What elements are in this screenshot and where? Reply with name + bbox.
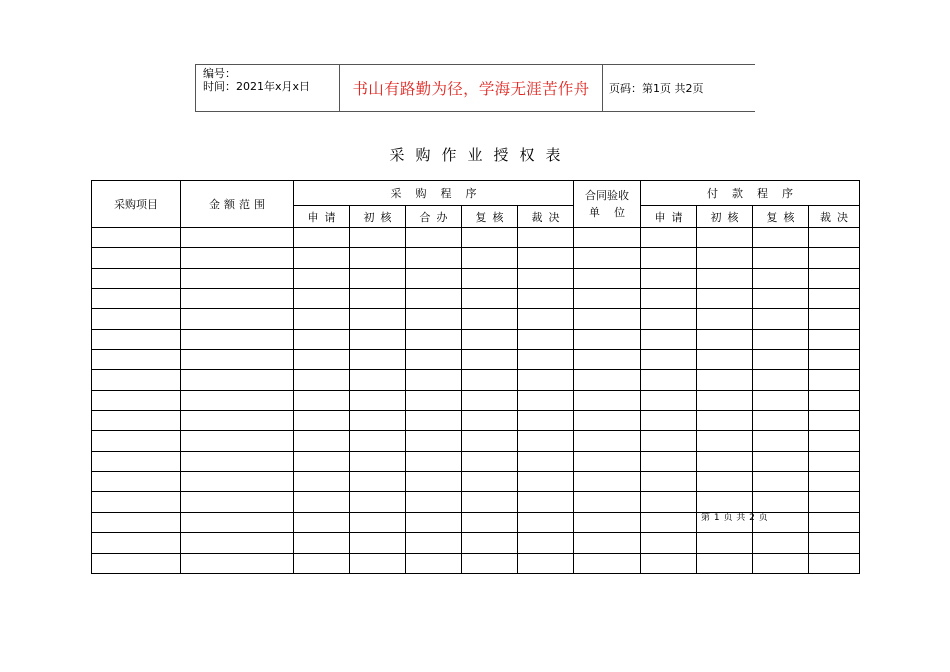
payment-step-apply: 申请 (641, 206, 697, 228)
table-cell[interactable] (641, 553, 697, 574)
table-cell[interactable] (574, 472, 641, 492)
table-row (92, 370, 860, 390)
table-cell[interactable] (181, 431, 294, 451)
table-cell[interactable] (574, 289, 641, 309)
table-cell[interactable] (92, 309, 181, 329)
table-cell[interactable] (753, 370, 809, 390)
table-cell[interactable] (753, 309, 809, 329)
table-cell[interactable] (181, 268, 294, 288)
table-cell[interactable] (462, 492, 518, 512)
table-cell[interactable] (92, 289, 181, 309)
table-cell[interactable] (518, 512, 574, 532)
table-cell[interactable] (641, 512, 697, 532)
table-cell[interactable] (92, 431, 181, 451)
table-row (92, 411, 860, 431)
number-label: 编号： (203, 67, 236, 80)
table-cell[interactable] (92, 390, 181, 410)
table-cell[interactable] (92, 512, 181, 532)
table-cell[interactable] (294, 472, 350, 492)
table-cell[interactable] (809, 492, 860, 512)
table-row (92, 248, 860, 268)
table-cell[interactable] (518, 411, 574, 431)
table-cell[interactable] (181, 512, 294, 532)
table-cell[interactable] (809, 451, 860, 471)
table-cell[interactable] (697, 268, 753, 288)
table-cell[interactable] (641, 370, 697, 390)
table-cell[interactable] (641, 289, 697, 309)
table-cell[interactable] (809, 268, 860, 288)
table-cell[interactable] (181, 309, 294, 329)
table-cell[interactable] (753, 268, 809, 288)
group-header-purchase: 采购程序 (294, 181, 574, 206)
table-row (92, 309, 860, 329)
table-cell[interactable] (350, 390, 406, 410)
table-cell[interactable] (92, 451, 181, 471)
table-cell[interactable] (294, 492, 350, 512)
table-cell[interactable] (753, 553, 809, 574)
col-header-amount: 金额范围 (181, 181, 294, 228)
table-cell[interactable] (809, 553, 860, 574)
table-cell[interactable] (753, 451, 809, 471)
table-cell[interactable] (809, 329, 860, 349)
table-cell[interactable] (92, 411, 181, 431)
table-cell[interactable] (406, 533, 462, 553)
table-cell[interactable] (406, 431, 462, 451)
table-row (92, 431, 860, 451)
table-cell[interactable] (809, 411, 860, 431)
table-cell[interactable] (92, 268, 181, 288)
table-cell[interactable] (697, 329, 753, 349)
payment-step-decision: 裁决 (809, 206, 860, 228)
table-cell[interactable] (753, 248, 809, 268)
purchase-step-re-review: 复核 (462, 206, 518, 228)
table-cell[interactable] (181, 289, 294, 309)
table-cell[interactable] (574, 492, 641, 512)
table-cell[interactable] (462, 431, 518, 451)
table-cell[interactable] (518, 228, 574, 248)
table-cell[interactable] (294, 370, 350, 390)
page-footer-note: 第 1 页 共 2 页 (701, 513, 769, 523)
table-row (92, 472, 860, 492)
table-cell[interactable] (574, 431, 641, 451)
table-cell[interactable] (294, 309, 350, 329)
table-cell[interactable] (697, 431, 753, 451)
table-cell[interactable] (697, 248, 753, 268)
table-cell[interactable] (753, 329, 809, 349)
table-cell[interactable] (462, 289, 518, 309)
table-cell[interactable] (294, 289, 350, 309)
table-cell[interactable] (697, 350, 753, 370)
table-cell[interactable] (181, 533, 294, 553)
table-cell[interactable] (294, 411, 350, 431)
table-cell[interactable] (574, 309, 641, 329)
table-cell[interactable] (809, 289, 860, 309)
table-cell[interactable] (181, 370, 294, 390)
table-cell[interactable] (181, 411, 294, 431)
table-cell[interactable] (462, 248, 518, 268)
table-cell[interactable] (181, 472, 294, 492)
table-cell[interactable] (518, 533, 574, 553)
table-cell[interactable] (697, 390, 753, 410)
table-cell[interactable] (809, 533, 860, 553)
header-meta (196, 65, 340, 111)
purchase-step-initial-review: 初核 (350, 206, 406, 228)
table-cell[interactable] (350, 492, 406, 512)
table-cell[interactable] (350, 350, 406, 370)
table-cell[interactable] (350, 289, 406, 309)
table-cell[interactable] (518, 390, 574, 410)
table-cell[interactable] (350, 451, 406, 471)
table-cell[interactable] (462, 553, 518, 574)
table-cell[interactable] (697, 553, 753, 574)
table-cell[interactable] (518, 431, 574, 451)
table-cell[interactable] (406, 228, 462, 248)
table-row (92, 451, 860, 471)
table-cell[interactable] (92, 370, 181, 390)
form-title: 采购作业授权表 (389, 146, 572, 164)
table-cell[interactable] (518, 472, 574, 492)
table-cell[interactable] (518, 492, 574, 512)
table-cell[interactable] (574, 512, 641, 532)
table-cell[interactable] (462, 268, 518, 288)
table-cell[interactable] (462, 370, 518, 390)
table-cell[interactable] (574, 248, 641, 268)
table-cell[interactable] (294, 533, 350, 553)
table-cell[interactable] (294, 431, 350, 451)
table-cell[interactable] (809, 228, 860, 248)
table-cell[interactable] (350, 472, 406, 492)
table-cell[interactable] (641, 329, 697, 349)
table-cell[interactable] (406, 553, 462, 574)
table-cell[interactable] (753, 350, 809, 370)
table-cell[interactable] (350, 411, 406, 431)
table-cell[interactable] (294, 451, 350, 471)
table-cell[interactable] (181, 451, 294, 471)
table-cell[interactable] (697, 411, 753, 431)
table-cell[interactable] (809, 390, 860, 410)
table-cell[interactable] (294, 228, 350, 248)
table-cell[interactable] (406, 451, 462, 471)
col-header-contract (574, 181, 641, 228)
table-cell[interactable] (406, 472, 462, 492)
table-cell[interactable] (462, 411, 518, 431)
table-cell[interactable] (809, 350, 860, 370)
table-cell[interactable] (181, 553, 294, 574)
payment-step-re-review: 复核 (753, 206, 809, 228)
table-cell[interactable] (294, 350, 350, 370)
table-cell[interactable] (753, 431, 809, 451)
table-cell[interactable] (697, 472, 753, 492)
table-cell[interactable] (181, 390, 294, 410)
purchase-step-decision: 裁决 (518, 206, 574, 228)
header-motto: 书山有路勤为径，学海无涯苦作舟 (340, 65, 603, 111)
table-cell[interactable] (753, 472, 809, 492)
table-cell[interactable] (462, 472, 518, 492)
table-cell[interactable] (574, 533, 641, 553)
table-cell[interactable] (294, 512, 350, 532)
table-cell[interactable] (809, 309, 860, 329)
table-cell[interactable] (406, 370, 462, 390)
table-cell[interactable] (641, 248, 697, 268)
col-header-item: 采购项目 (92, 181, 181, 228)
table-row (92, 390, 860, 410)
table-row (92, 329, 860, 349)
table-cell[interactable] (406, 309, 462, 329)
payment-step-initial-review: 初核 (697, 206, 753, 228)
table-cell[interactable] (574, 268, 641, 288)
document-header (195, 64, 755, 112)
table-cell[interactable] (809, 472, 860, 492)
table-cell[interactable] (406, 350, 462, 370)
table-cell[interactable] (462, 228, 518, 248)
table-cell[interactable] (92, 350, 181, 370)
table-cell[interactable] (350, 329, 406, 349)
table-cell[interactable] (462, 451, 518, 471)
col-header-contract-line1: 合同验收 (585, 189, 629, 202)
table-cell[interactable] (641, 309, 697, 329)
table-cell[interactable] (350, 553, 406, 574)
table-cell[interactable] (518, 350, 574, 370)
table-cell[interactable] (574, 228, 641, 248)
table-cell[interactable] (574, 370, 641, 390)
table-row (92, 533, 860, 553)
table-cell[interactable] (462, 533, 518, 553)
table-cell[interactable] (518, 248, 574, 268)
table-cell[interactable] (350, 248, 406, 268)
table-cell[interactable] (518, 309, 574, 329)
table-cell[interactable] (641, 472, 697, 492)
table-cell[interactable] (462, 350, 518, 370)
table-cell[interactable] (350, 309, 406, 329)
table-cell[interactable] (753, 390, 809, 410)
table-cell[interactable] (574, 451, 641, 471)
table-cell[interactable] (697, 309, 753, 329)
table-cell[interactable] (697, 533, 753, 553)
table-cell[interactable] (753, 289, 809, 309)
purchase-step-apply: 申请 (294, 206, 350, 228)
table-cell[interactable] (92, 248, 181, 268)
table-cell[interactable] (641, 268, 697, 288)
table-cell[interactable] (518, 268, 574, 288)
table-cell[interactable] (92, 472, 181, 492)
table-cell[interactable] (518, 289, 574, 309)
table-cell[interactable] (92, 329, 181, 349)
header-page-info: 页码：第1页 共2页 (609, 82, 704, 95)
table-cell[interactable] (641, 390, 697, 410)
table-cell[interactable] (294, 390, 350, 410)
table-cell[interactable] (294, 553, 350, 574)
table-cell[interactable] (181, 492, 294, 512)
table-row (92, 553, 860, 574)
table-row (92, 268, 860, 288)
table-cell[interactable] (406, 390, 462, 410)
table-cell[interactable] (462, 309, 518, 329)
time-label: 时间：2021年x月x日 (203, 80, 311, 93)
table-row (92, 350, 860, 370)
table-cell[interactable] (518, 553, 574, 574)
table-cell[interactable] (574, 390, 641, 410)
table-cell[interactable] (809, 512, 860, 532)
table-cell[interactable] (518, 329, 574, 349)
table-cell[interactable] (406, 512, 462, 532)
table-cell[interactable] (809, 370, 860, 390)
table-cell[interactable] (753, 533, 809, 553)
table-cell[interactable] (462, 390, 518, 410)
table-cell[interactable] (574, 553, 641, 574)
table-cell[interactable] (350, 228, 406, 248)
table-cell[interactable] (406, 411, 462, 431)
table-cell[interactable] (753, 228, 809, 248)
table-cell[interactable] (641, 492, 697, 512)
table-cell[interactable] (294, 248, 350, 268)
table-cell[interactable] (753, 411, 809, 431)
table-cell[interactable] (181, 228, 294, 248)
table-cell[interactable] (181, 329, 294, 349)
table-cell[interactable] (641, 411, 697, 431)
table-cell[interactable] (574, 350, 641, 370)
table-cell[interactable] (406, 289, 462, 309)
table-cell[interactable] (809, 248, 860, 268)
table-cell[interactable] (92, 533, 181, 553)
table-cell[interactable] (92, 492, 181, 512)
table-cell[interactable] (350, 533, 406, 553)
table-cell[interactable] (809, 431, 860, 451)
table-cell[interactable] (462, 512, 518, 532)
table-cell[interactable] (518, 370, 574, 390)
table-cell[interactable] (350, 268, 406, 288)
table-cell[interactable] (406, 492, 462, 512)
col-header-contract-line2: 单位 (589, 206, 639, 219)
table-cell[interactable] (641, 350, 697, 370)
table-cell[interactable] (641, 228, 697, 248)
table-cell[interactable] (697, 228, 753, 248)
table-cell[interactable] (92, 228, 181, 248)
table-cell[interactable] (350, 512, 406, 532)
table-cell[interactable] (641, 431, 697, 451)
table-cell[interactable] (181, 248, 294, 268)
table-row (92, 289, 860, 309)
group-header-payment: 付款程序 (641, 181, 860, 206)
table-cell[interactable] (406, 329, 462, 349)
table-cell[interactable] (574, 329, 641, 349)
table-cell[interactable] (406, 248, 462, 268)
table-cell[interactable] (462, 329, 518, 349)
table-cell[interactable] (350, 431, 406, 451)
table-row (92, 228, 860, 248)
table-cell[interactable] (294, 329, 350, 349)
table-cell[interactable] (697, 370, 753, 390)
table-cell[interactable] (406, 268, 462, 288)
table-cell[interactable] (697, 451, 753, 471)
table-cell[interactable] (518, 451, 574, 471)
table-cell[interactable] (697, 289, 753, 309)
table-cell[interactable] (294, 268, 350, 288)
table-cell[interactable] (181, 350, 294, 370)
table-cell[interactable] (92, 553, 181, 574)
table-cell[interactable] (641, 533, 697, 553)
purchase-step-joint: 合办 (406, 206, 462, 228)
table-cell[interactable] (574, 411, 641, 431)
table-cell[interactable] (641, 451, 697, 471)
table-cell[interactable] (350, 370, 406, 390)
